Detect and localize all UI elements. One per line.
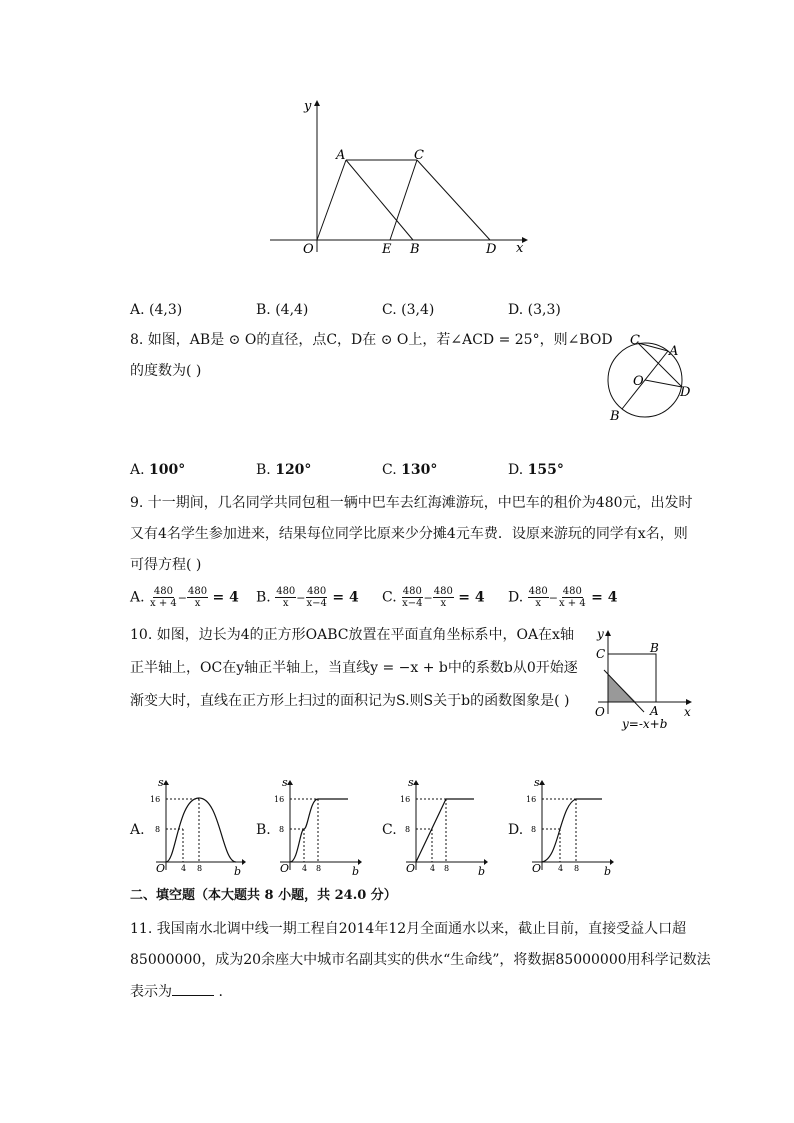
- svg-text:8: 8: [197, 864, 203, 873]
- segment-OA: [317, 160, 346, 240]
- label-B: B: [410, 242, 420, 257]
- q10-square-figure: [588, 622, 698, 734]
- q8-option-b: B. 120°: [256, 462, 312, 478]
- curve: [542, 799, 602, 862]
- svg-text:8: 8: [574, 864, 580, 873]
- label-C: C: [630, 333, 640, 348]
- svg-text:8: 8: [531, 825, 537, 834]
- curve: [290, 799, 348, 862]
- y-axis-arrow: [605, 630, 611, 636]
- svg-text:8: 8: [155, 825, 161, 834]
- q10-graph-b: [270, 776, 370, 876]
- svg-text:b: b: [234, 865, 242, 876]
- svg-text:4: 4: [181, 864, 187, 873]
- label-O: O: [595, 705, 605, 719]
- svg-text:s: s: [158, 776, 164, 789]
- answer-blank[interactable]: [172, 981, 214, 996]
- q8-option-d: D. 155°: [508, 462, 564, 478]
- q10-option-b-letter: B.: [256, 822, 271, 838]
- q10-graph-c: [396, 776, 496, 876]
- label-E: E: [382, 242, 392, 257]
- q10-line2: 正半轴上，OC在y轴正半轴上，当直线y = −x + b中的系数b从0开始逐: [130, 660, 578, 676]
- svg-text:16: 16: [274, 795, 285, 804]
- svg-text:8: 8: [279, 825, 285, 834]
- q10-line3: 渐变大时，直线在正方形上扫过的面积记为S.则S关于b的函数图象是( ): [130, 693, 570, 709]
- q7-figure: [260, 92, 540, 262]
- svg-text:4: 4: [302, 864, 308, 873]
- svg-text:s: s: [408, 776, 414, 789]
- q7-option-c: C. (3,4): [382, 302, 435, 318]
- q11-line1: 11. 我国南水北调中线一期工程自2014年12月全面通水以来，截止目前，直接受益人口超: [130, 921, 687, 937]
- section-heading: 二、填空题（本大题共 8 小题，共 24.0 分）: [130, 888, 397, 903]
- svg-text:O: O: [532, 862, 542, 875]
- label-x: x: [516, 241, 524, 256]
- label-B: B: [650, 641, 659, 655]
- segment-AB: [346, 160, 413, 240]
- label-C: C: [596, 647, 606, 661]
- curve: [416, 799, 474, 862]
- q8-line2: 的度数为( ): [130, 363, 202, 379]
- y-axis-arrow: [314, 100, 320, 106]
- q10-line1: 10. 如图，边长为4的正方形OABC放置在平面直角坐标系中，OA在x轴: [130, 627, 574, 643]
- label-A: A: [650, 704, 659, 718]
- q10-graph-d: [522, 776, 622, 876]
- label-y: y: [304, 99, 312, 114]
- q9-line1: 9. 十一期间，几名同学共同包租一辆中巴车去红海滩游玩，中巴车的租价为480元，出发时: [130, 495, 693, 511]
- label-y: y: [597, 627, 604, 641]
- svg-text:s: s: [282, 776, 288, 789]
- svg-text:8: 8: [405, 825, 411, 834]
- svg-text:s: s: [534, 776, 540, 789]
- label-O: O: [633, 374, 644, 389]
- q10-option-a-letter: A.: [130, 822, 145, 838]
- q8-option-a: A. 100°: [130, 462, 186, 478]
- q9-option-a: A. $\frac{480}{x + 4}$ − $\frac{480}{x}$ = 4: [130, 586, 239, 609]
- q9-line2: 又有4名学生参加进来，结果每位同学比原来少分摊4元车费．设原来游玩的同学有x名，则: [130, 526, 688, 542]
- label-A: A: [336, 148, 346, 163]
- label-D: D: [486, 242, 497, 257]
- label-D: D: [680, 385, 691, 400]
- q10-option-c-letter: C.: [382, 822, 397, 838]
- label-line: y=-x+b: [622, 717, 668, 731]
- q9-option-c: C. $\frac{480}{x-4}$ − $\frac{480}{x}$ = 4: [382, 586, 485, 609]
- svg-text:O: O: [156, 862, 166, 875]
- svg-text:4: 4: [558, 864, 564, 873]
- svg-text:b: b: [604, 865, 612, 876]
- q10-option-d-letter: D.: [508, 822, 524, 838]
- q7-option-d: D. (3,3): [508, 302, 561, 318]
- label-B: B: [610, 409, 620, 424]
- svg-text:O: O: [280, 862, 290, 875]
- q9-option-b: B. $\frac{480}{x}$ − $\frac{480}{x-4}$ = 4: [256, 586, 359, 609]
- q11-line2: 85000000，成为20余座大中城市名副其实的供水“生命线”，将数据85000000用科学记数法: [130, 952, 711, 968]
- q9-line3: 可得方程( ): [130, 557, 202, 573]
- q8-line1: 8. 如图，AB是 ⊙ O的直径，点C，D在 ⊙ O上，若∠ACD = 25°，则∠BOD: [130, 332, 613, 348]
- svg-text:16: 16: [150, 795, 161, 804]
- svg-text:4: 4: [430, 864, 436, 873]
- q7-option-a: A. (4,3): [130, 302, 183, 318]
- curve: [166, 798, 236, 862]
- q8-circle-figure: [600, 332, 700, 424]
- svg-text:b: b: [478, 865, 486, 876]
- svg-text:b: b: [352, 865, 360, 876]
- svg-text:O: O: [406, 862, 416, 875]
- q7-option-b: B. (4,4): [256, 302, 309, 318]
- q10-graph-a: [146, 776, 246, 876]
- label-x: x: [684, 705, 691, 719]
- label-O: O: [303, 242, 314, 257]
- segment-CD: [417, 160, 490, 240]
- svg-text:16: 16: [400, 795, 411, 804]
- svg-text:8: 8: [316, 864, 322, 873]
- svg-text:16: 16: [526, 795, 537, 804]
- label-A: A: [669, 344, 679, 359]
- q8-option-c: C. 130°: [382, 462, 438, 478]
- svg-text:8: 8: [444, 864, 450, 873]
- label-C: C: [414, 148, 424, 163]
- q9-option-d: D. $\frac{480}{x}$ − $\frac{480}{x + 4}$ = 4: [508, 586, 618, 609]
- q11-line3: 表示为 .: [130, 979, 223, 1005]
